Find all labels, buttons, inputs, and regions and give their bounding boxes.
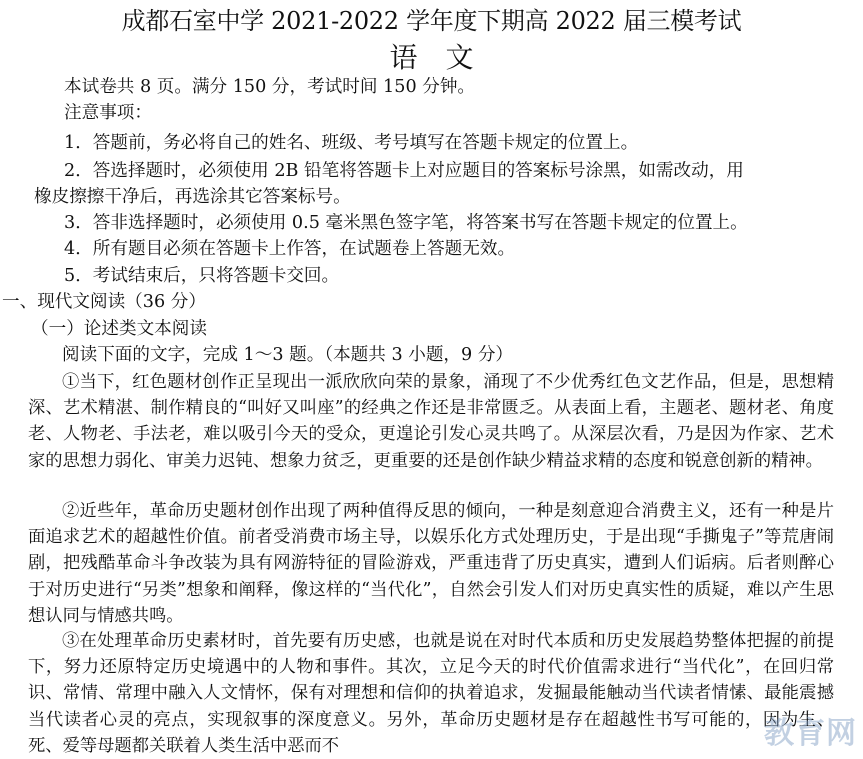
intro-line: 本试卷共 8 页。满分 150 分，考试时间 150 分钟。 — [64, 77, 476, 97]
watermark-logo: 教育网 — [764, 716, 857, 751]
reading-instruction: 阅读下面的文字，完成 1～3 题。（本题共 3 小题，9 分） — [62, 345, 514, 365]
note-4: 4．所有题目必须在答题卡上作答，在试题卷上答题无效。 — [64, 239, 516, 259]
notes-heading: 注意事项： — [64, 103, 152, 123]
exam-title: 成都石室中学 2021-2022 学年度下期高 2022 届三模考试 — [121, 7, 742, 35]
note-5: 5．考试结束后，只将答题卡交回。 — [64, 266, 340, 286]
paragraph-2: ②近些年，革命历史题材创作出现了两种值得反思的倾向，一种是刻意迎合消费主义，还有一种是片面追求艺术的超越性价值。前者受消费市场主导，以娱乐化方式处理历史，于是出现“手撕鬼子”等荒唐闹剧，把残酷革命斗争改装为具有网游特征的冒险游戏，严重违背了历史真实，遭到人们诟病。后者则醉心于对历史进行“另类”想象和阐释，像这样的“当代化”，自然会引发人们对历史真实性的质疑，难以产生思想认同与情感共鸣。 — [28, 501, 834, 626]
paragraph-3: ③在处理革命历史素材时，首先要有历史感，也就是说在对时代本质和历史发展趋势整体把握的前提下，努力还原特定历史境遇中的人物和事件。其次，立足今天的时代价值需求进行“当代化”，在回归常识、常情、常理中融入人文情怀，保有对理想和信仰的执着追求，发掘最能触动当代读者情愫、最能震撼当代读者心灵的亮点，实现叙事的深度意义。另外，革命历史题材是存在超越性书写可能的，因为生、死、爱等母题都关联着人类生活中恶而不 — [28, 631, 834, 756]
paragraph-1: ①当下，红色题材创作正呈现出一派欣欣向荣的景象，涌现了不少优秀红色文艺作品，但是，思想精深、艺术精湛、制作精良的“叫好又叫座”的经典之作还是非常匮乏。从表面上看，主题老、题材老、角度老、人物老、手法老，难以吸引今天的受众，更遑论引发心灵共鸣了。从深层次看，乃是因为作家、艺术家的思想力弱化、审美力迟钝、想象力贫乏，更重要的还是创作缺少精益求精的态度和锐意创新的精神。 — [28, 372, 834, 471]
note-3: 3．答非选择题时，必须使用 0.5 毫米黑色签字笔，将答案书写在答题卡规定的位置上。 — [64, 213, 748, 233]
section-heading: 一、现代文阅读（36 分） — [2, 292, 206, 312]
subject-title: 语 文 — [389, 41, 474, 74]
note-1: 1．答题前，务必将自己的姓名、班级、考号填写在答题卡规定的位置上。 — [64, 133, 639, 153]
note-2-continued: 橡皮擦擦干净后，再选涂其它答案标号。 — [34, 187, 351, 207]
note-2: 2．答选择题时，必须使用 2B 铅笔将答题卡上对应题目的答案标号涂黑，如需改动，用 — [64, 161, 744, 181]
subsection-heading: （一）论述类文本阅读 — [31, 319, 207, 339]
